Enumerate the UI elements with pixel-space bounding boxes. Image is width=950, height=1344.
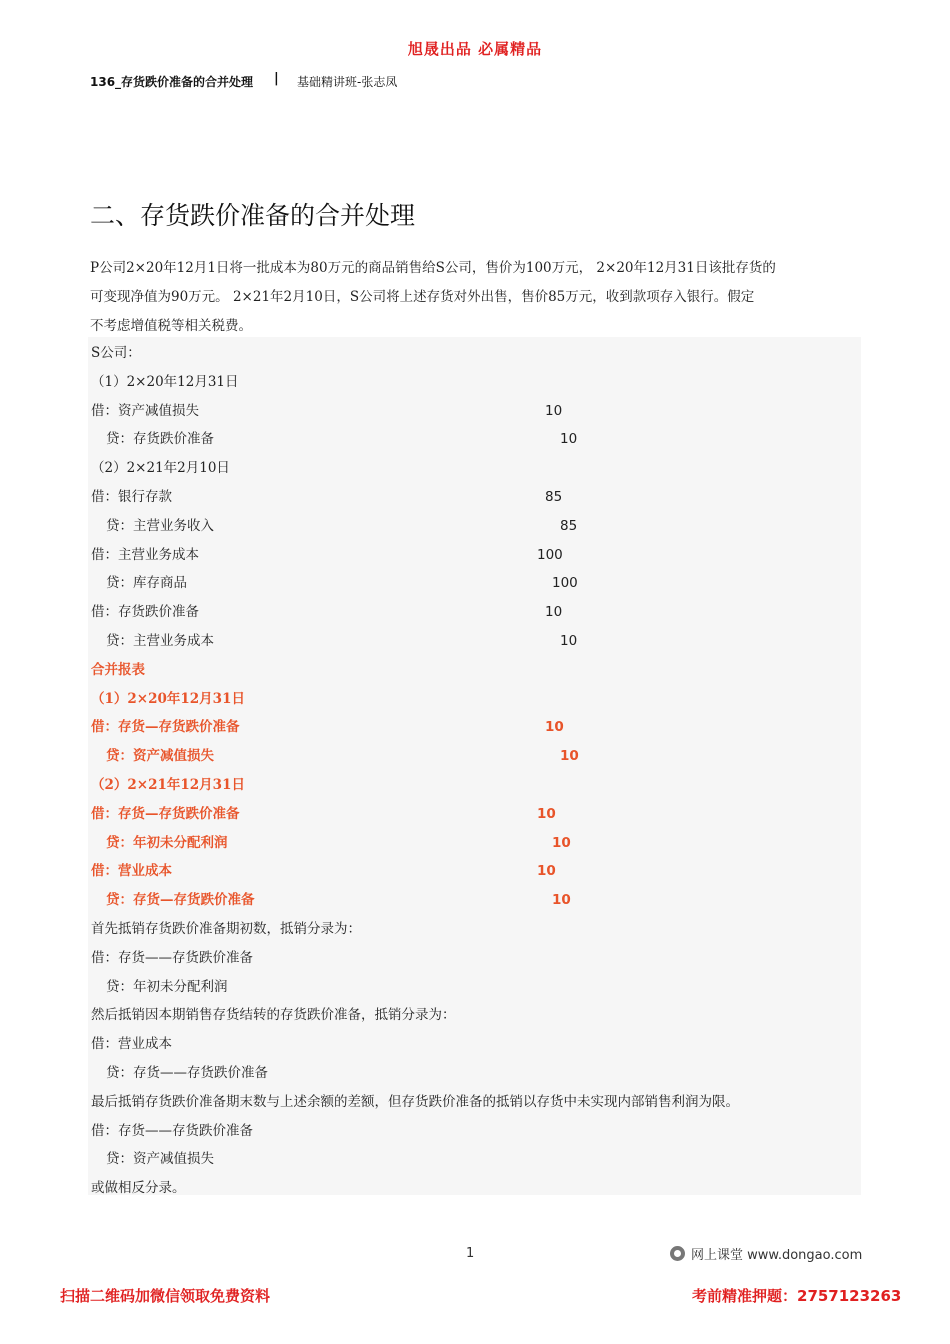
credit-amount: 10 — [552, 834, 571, 851]
entry-row — [88, 397, 861, 426]
entry-row — [88, 1088, 861, 1117]
entry-row — [88, 1059, 861, 1088]
entry-row — [88, 685, 861, 714]
footer-left-note: 扫描二维码加微信领取免费资料 — [60, 1287, 271, 1305]
entry-label: 借：银行存款 — [91, 489, 172, 505]
section-title: 二、存货跌价准备的合并处理 — [90, 201, 416, 230]
header-title: 136_存货跌价准备的合并处理 — [90, 75, 254, 89]
entry-label: 借：存货——存货跌价准备 — [91, 1122, 253, 1139]
entry-row — [88, 742, 861, 771]
intro-line: 不考虑增值税等相关税费。 — [90, 318, 252, 334]
entry-row — [88, 569, 861, 598]
debit-amount: 10 — [545, 604, 563, 621]
credit-amount: 10 — [560, 748, 579, 765]
debit-amount: 85 — [545, 489, 563, 505]
entry-label: （1）2×20年12月31日 — [91, 373, 239, 390]
entry-label: 最后抵销存货跌价准备期末数与上述余额的差额，但存货跌价准备的抵销以存货中未实现内部销售利润为限。 — [91, 1093, 739, 1110]
entry-label: 贷：资产减值损失 — [106, 748, 214, 765]
entry-label: 借：存货—存货跌价准备 — [91, 805, 240, 822]
entry-row — [88, 339, 861, 368]
entry-row — [88, 627, 861, 656]
header-separator: | — [274, 71, 279, 86]
debit-amount: 100 — [537, 546, 563, 563]
entry-label: 贷：主营业务收入 — [106, 517, 214, 534]
entry-row — [88, 1117, 861, 1146]
entry-row — [88, 944, 861, 973]
entry-row — [88, 541, 861, 570]
debit-amount: 10 — [545, 402, 563, 419]
intro-paragraph — [90, 254, 865, 341]
entry-label: 合并报表 — [91, 661, 145, 678]
entry-row — [88, 800, 861, 829]
entry-row — [88, 1001, 861, 1030]
entry-label: 借：存货——存货跌价准备 — [91, 949, 253, 966]
entry-label: 借：营业成本 — [91, 863, 172, 880]
entry-row — [88, 483, 861, 512]
entry-row — [88, 425, 861, 454]
entry-row — [88, 973, 861, 1002]
page-number: 1 — [466, 1246, 475, 1261]
intro-line: 可变现净值为90万元。 2×21年2月10日，S公司将上述存货对外出售，售价85万元，收到款项存入银行。假定 — [90, 289, 755, 305]
journal-entries-box — [88, 337, 861, 1195]
footer-logo-text: 网上课堂 www.dongao.com — [691, 1248, 863, 1263]
entry-label: 贷：年初未分配利润 — [106, 978, 228, 995]
entry-label: 借：存货跌价准备 — [91, 604, 199, 621]
credit-amount: 85 — [560, 517, 578, 534]
debit-amount: 10 — [545, 719, 564, 736]
entry-label: 借：存货—存货跌价准备 — [91, 719, 240, 736]
entry-row — [88, 512, 861, 541]
entry-label: 首先抵销存货跌价准备期初数，抵销分录为： — [91, 921, 361, 937]
entry-label: 贷：存货—存货跌价准备 — [106, 892, 255, 909]
credit-amount: 10 — [552, 892, 571, 909]
entry-label: 借：主营业务成本 — [91, 546, 199, 563]
entry-row — [88, 656, 861, 685]
credit-amount: 10 — [560, 633, 578, 649]
entry-label: 贷：库存商品 — [106, 575, 187, 592]
entry-row — [88, 915, 861, 944]
entry-label: 贷：存货——存货跌价准备 — [106, 1065, 268, 1081]
entry-label: 或做相反分录。 — [91, 1180, 186, 1197]
dongao-logo-icon — [670, 1246, 685, 1261]
header-course-name: 基础精讲班-张志凤 — [297, 75, 398, 89]
entry-row — [88, 1145, 861, 1174]
entry-row — [88, 454, 861, 483]
entry-label: S公司： — [91, 345, 141, 361]
entry-label: 贷：资产减值损失 — [106, 1151, 214, 1168]
debit-amount: 10 — [537, 863, 556, 880]
entry-label: 然后抵销因本期销售存货结转的存货跌价准备，抵销分录为： — [91, 1007, 456, 1024]
entry-label: 借：资产减值损失 — [91, 402, 199, 419]
entry-label: 贷：主营业务成本 — [106, 633, 214, 649]
entry-label: 借：营业成本 — [91, 1036, 172, 1053]
credit-amount: 100 — [552, 575, 578, 592]
intro-line: P公司2×20年12月1日将一批成本为80万元的商品销售给S公司，售价为100万元， 2×20年12月31日该批存货的 — [90, 260, 776, 276]
top-banner: 旭晟出品 必属精品 — [407, 40, 543, 58]
entry-label: 贷：年初未分配利润 — [106, 834, 228, 851]
entry-label: （2）2×21年2月10日 — [91, 460, 230, 477]
footer-right-note: 考前精准押题：2757123263 — [692, 1287, 902, 1305]
entry-row — [88, 771, 861, 800]
entry-label: （1）2×20年12月31日 — [91, 690, 245, 707]
entry-row — [88, 886, 861, 915]
entry-row — [88, 713, 861, 742]
entry-label: （2）2×21年12月31日 — [91, 777, 245, 793]
entry-row — [88, 1174, 861, 1203]
entry-row — [88, 829, 861, 858]
debit-amount: 10 — [537, 805, 556, 822]
entry-row — [88, 1030, 861, 1059]
entry-label: 贷：存货跌价准备 — [106, 431, 214, 448]
entry-row — [88, 368, 861, 397]
credit-amount: 10 — [560, 431, 578, 448]
entry-row — [88, 857, 861, 886]
footer-logo — [670, 1244, 862, 1263]
entry-row — [88, 598, 861, 627]
